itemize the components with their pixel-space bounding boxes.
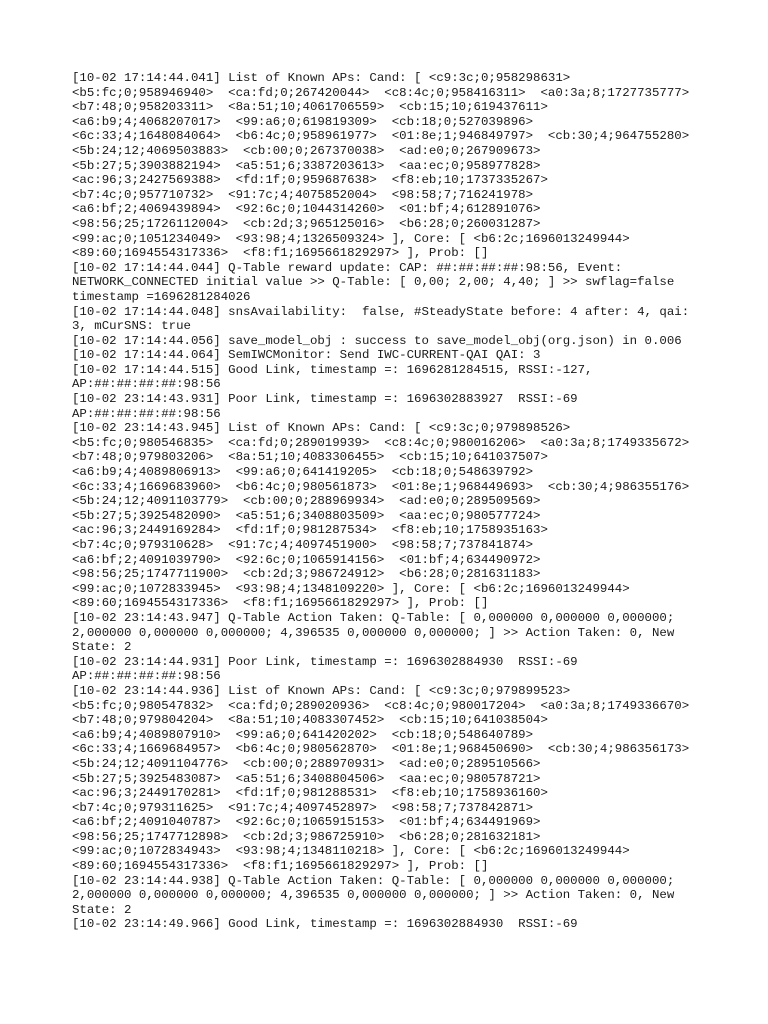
log-line: [10-02 17:14:44.041] List of Known APs: Cand: [ <c9:3c;0;958298631> <box>72 71 571 85</box>
log-line: <99:ac;0;1051234049> <93:98;4;1326509324> ], Core: [ <b6:2c;1696013249944> <box>72 231 630 246</box>
log-line: <a6:b9;4;4089806913> <99:a6;0;641419205> <cb:18;0;548639792> <box>72 465 534 480</box>
log-line: <6c:33;4;1648084064> <b6:4c;0;958961977> <01:8e;1;946849797> <cb:30;4;964755280> <box>72 129 690 144</box>
log-line: <98:56;25;1747712898> <cb:2d;3;986725910> <b6:28;0;281632181> <box>72 829 541 844</box>
log-line: <b5:fc;0;958946940> <ca:fd;0;267420044> <c8:4c;0;958416311> <a0:3a;8;1727735777> <box>72 85 690 100</box>
log-line: <a6:b9;4;4068207017> <99:a6;0;619819309> <cb:18;0;527039896> <box>72 114 534 129</box>
log-line: 2,000000 0,000000 0,000000; 4,396535 0,000000 0,000000; ] >> Action Taken: 0, New <box>72 625 675 640</box>
log-line: State: 2 <box>72 902 132 917</box>
log-line: AP:##:##:##:##:98:56 <box>72 377 221 392</box>
log-line: <89:60;1694554317336> <f8:f1;1695661829297> ], Prob: [] <box>72 596 489 611</box>
log-line: 2,000000 0,000000 0,000000; 4,396535 0,000000 0,000000; ] >> Action Taken: 0, New <box>72 888 675 903</box>
log-line: <5b:27;5;3925482090> <a5:51;6;3408803509> <aa:ec;0;980577724> <box>72 508 541 523</box>
log-line: <b7:48;0;979804204> <8a:51;10;4083307452> <cb:15;10;641038504> <box>72 713 548 728</box>
log-line: <99:ac;0;1072834943> <93:98;4;1348110218> ], Core: [ <b6:2c;1696013249944> <box>72 844 630 859</box>
log-line: [10-02 23:14:49.966] Good Link, timestamp =: 1696302884930 RSSI:-69 <box>72 917 578 932</box>
log-line: <b7:48;0;979803206> <8a:51;10;4083306455> <cb:15;10;641037507> <box>72 450 548 465</box>
log-line: <b5:fc;0;980546835> <ca:fd;0;289019939> <c8:4c;0;980016206> <a0:3a;8;1749335672> <box>72 435 690 450</box>
log-line: [10-02 23:14:44.931] Poor Link, timestamp =: 1696302884930 RSSI:-69 <box>72 654 578 669</box>
log-line: [10-02 17:14:44.515] Good Link, timestamp =: 1696281284515, RSSI:-127, <box>72 362 593 377</box>
log-line: <6c:33;4;1669684957> <b6:4c;0;980562870> <01:8e;1;968450690> <cb:30;4;986356173> <box>72 742 690 757</box>
log-line: <b7:48;0;958203311> <8a:51;10;4061706559> <cb:15;10;619437611> <box>72 100 548 115</box>
log-line: <6c:33;4;1669683960> <b6:4c;0;980561873> <01:8e;1;968449693> <cb:30;4;986355176> <box>72 479 690 494</box>
log-line: timestamp =1696281284026 <box>72 289 251 304</box>
log-line: <98:56;25;1747711900> <cb:2d;3;986724912> <b6:28;0;281631183> <box>72 567 541 582</box>
log-line: <a6:b9;4;4089807910> <99:a6;0;641420202> <cb:18;0;548640789> <box>72 727 534 742</box>
log-line: <ac:96;3;2449169284> <fd:1f;0;981287534> <f8:eb;10;1758935163> <box>72 523 548 538</box>
log-line: State: 2 <box>72 640 132 655</box>
log-line: <89:60;1694554317336> <f8:f1;1695661829297> ], Prob: [] <box>72 246 489 261</box>
log-line: <98:56;25;1726112004> <cb:2d;3;965125016> <b6:28;0;260031287> <box>72 216 541 231</box>
log-line: [10-02 17:14:44.056] save_model_obj : success to save_model_obj(org.json) in 0.006 <box>72 333 682 348</box>
log-line: <5b:24;12;4091103779> <cb:00;0;288969934> <ad:e0;0;289509569> <box>72 494 541 509</box>
log-line: <b7:4c;0;979310628> <91:7c;4;4097451900> <98:58;7;737841874> <box>72 538 534 552</box>
log-line: [10-02 23:14:44.936] List of Known APs: Cand: [ <c9:3c;0;979899523> <box>72 683 571 698</box>
log-line: [10-02 17:14:44.064] SemIWCMonitor: Send IWC-CURRENT-QAI QAI: 3 <box>72 348 541 363</box>
log-line: <b5:fc;0;980547832> <ca:fd;0;289020936> <c8:4c;0;980017204> <a0:3a;8;1749336670> <box>72 698 690 713</box>
log-line: AP:##:##:##:##:98:56 <box>72 406 221 421</box>
log-line: <a6:bf;2;4069439894> <92:6c;0;1044314260> <01:bf;4;612891076> <box>72 202 541 217</box>
log-line: [10-02 23:14:44.938] Q-Table Action Taken: Q-Table: [ 0,000000 0,000000 0,000000; <box>72 873 675 888</box>
log-line: [10-02 23:14:43.931] Poor Link, timestamp =: 1696302883927 RSSI:-69 <box>72 392 578 407</box>
log-line: <5b:24;12;4069503883> <cb:00;0;267370038> <ad:e0;0;267909673> <box>72 143 541 158</box>
log-line: AP:##:##:##:##:98:56 <box>72 669 221 684</box>
log-line: <89:60;1694554317336> <f8:f1;1695661829297> ], Prob: [] <box>72 859 489 874</box>
log-line: NETWORK_CONNECTED initial value >> Q-Table: [ 0,00; 2,00; 4,40; ] >> swflag=false <box>72 275 675 290</box>
log-line: <5b:27;5;3925483087> <a5:51;6;3408804506> <aa:ec;0;980578721> <box>72 771 541 786</box>
log-line: [10-02 17:14:44.048] snsAvailability: false, #SteadyState before: 4 after: 4, qai: <box>72 304 690 319</box>
log-line: <99:ac;0;1072833945> <93:98;4;1348109220> ], Core: [ <b6:2c;1696013249944> <box>72 581 630 596</box>
log-line: <5b:24;12;4091104776> <cb:00;0;288970931> <ad:e0;0;289510566> <box>72 756 541 771</box>
log-line: <b7:4c;0;957710732> <91:7c;4;4075852004> <98:58;7;716241978> <box>72 187 534 202</box>
log-line: [10-02 23:14:43.947] Q-Table Action Taken: Q-Table: [ 0,000000 0,000000 0,000000; <box>72 610 675 625</box>
log-line: <a6:bf;2;4091039790> <92:6c;0;1065914156> <01:bf;4;634490972> <box>72 552 541 567</box>
log-line: <b7:4c;0;979311625> <91:7c;4;4097452897> <98:58;7;737842871> <box>72 800 534 815</box>
log-line: <5b:27;5;3903882194> <a5:51;6;3387203613> <aa:ec;0;958977828> <box>72 158 541 173</box>
log-line: [10-02 23:14:43.945] List of Known APs: Cand: [ <c9:3c;0;979898526> <box>72 421 571 436</box>
log-line: <a6:bf;2;4091040787> <92:6c;0;1065915153> <01:bf;4;634491969> <box>72 815 541 830</box>
log-line: [10-02 17:14:44.044] Q-Table reward update: CAP: ##:##:##:##:98:56, Event: <box>72 260 623 275</box>
log-line: 3, mCurSNS: true <box>72 319 191 334</box>
log-document <box>72 71 712 932</box>
log-line: <ac:96;3;2449170281> <fd:1f;0;981288531> <f8:eb;10;1758936160> <box>72 786 548 801</box>
log-line: <ac:96;3;2427569388> <fd:1f;0;959687638> <f8:eb;10;1737335267> <box>72 173 548 188</box>
